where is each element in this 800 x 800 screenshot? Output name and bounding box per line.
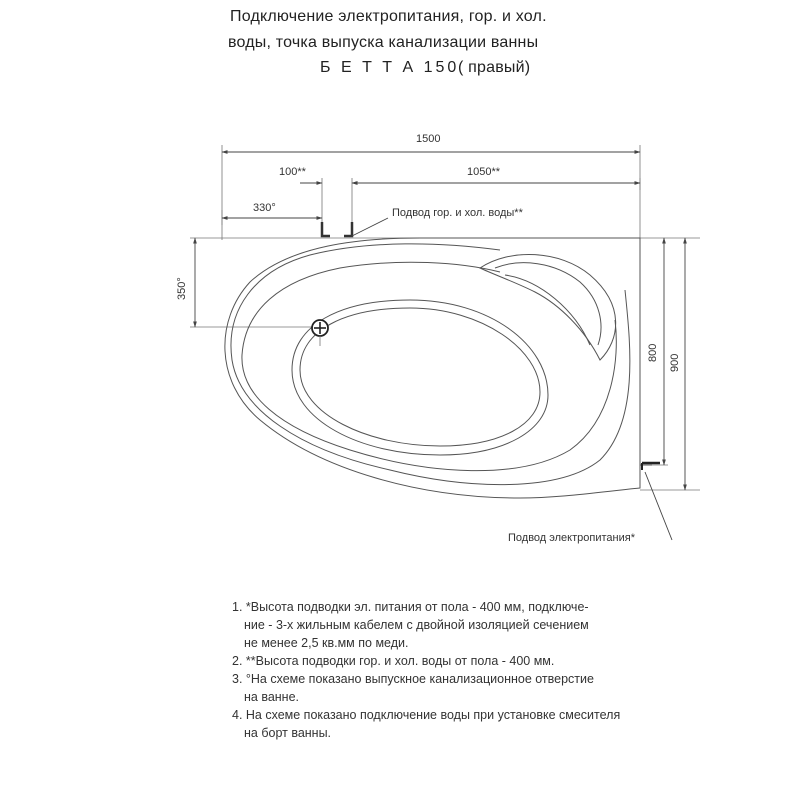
drain-outlet-icon [312, 320, 328, 346]
dim-1500: 1500 [416, 133, 441, 145]
dim-900: 900 [669, 353, 681, 372]
bathtub-outline [225, 238, 652, 498]
water-pipes [322, 222, 352, 236]
note-1-line-2: ние - 3-х жильным кабелем с двойной изоляцией сечением [244, 618, 589, 632]
note-4-line-2: на борт ванны. [244, 726, 332, 740]
leader-lines [352, 218, 672, 540]
title-side: ( правый) [458, 59, 531, 76]
note-4-line-1: 4. На схеме показано подключение воды при установке смесителя [232, 708, 621, 722]
title-line-2: воды, точка выпуска канализации ванны [228, 34, 539, 51]
dim-800: 800 [647, 343, 659, 362]
dim-330: 330° [253, 202, 276, 214]
dim-350: 350° [176, 277, 188, 300]
power-supply-icon [642, 463, 660, 470]
note-1-line-3: не менее 2,5 кв.мм по меди. [244, 636, 409, 650]
dim-100: 100** [279, 166, 306, 178]
extension-lines [190, 145, 700, 490]
notes-list [232, 598, 620, 742]
title-model: Б Е Т Т А 150 [320, 59, 460, 76]
water-supply-callout: Подвод гор. и хол. воды** [392, 207, 523, 219]
note-2: 2. **Высота подводки гор. и хол. воды от пола - 400 мм. [232, 654, 555, 668]
note-1-line-1: 1. *Высота подводки эл. питания от пола - 400 мм, подключе- [232, 600, 589, 614]
dim-1050: 1050** [467, 166, 501, 178]
note-3-line-2: на ванне. [244, 690, 300, 704]
power-supply-callout: Подвод электропитания* [508, 532, 635, 544]
note-3-line-1: 3. °На схеме показано выпускное канализационное отверстие [232, 672, 594, 686]
title-line-1: Подключение электропитания, гор. и хол. [230, 8, 547, 25]
